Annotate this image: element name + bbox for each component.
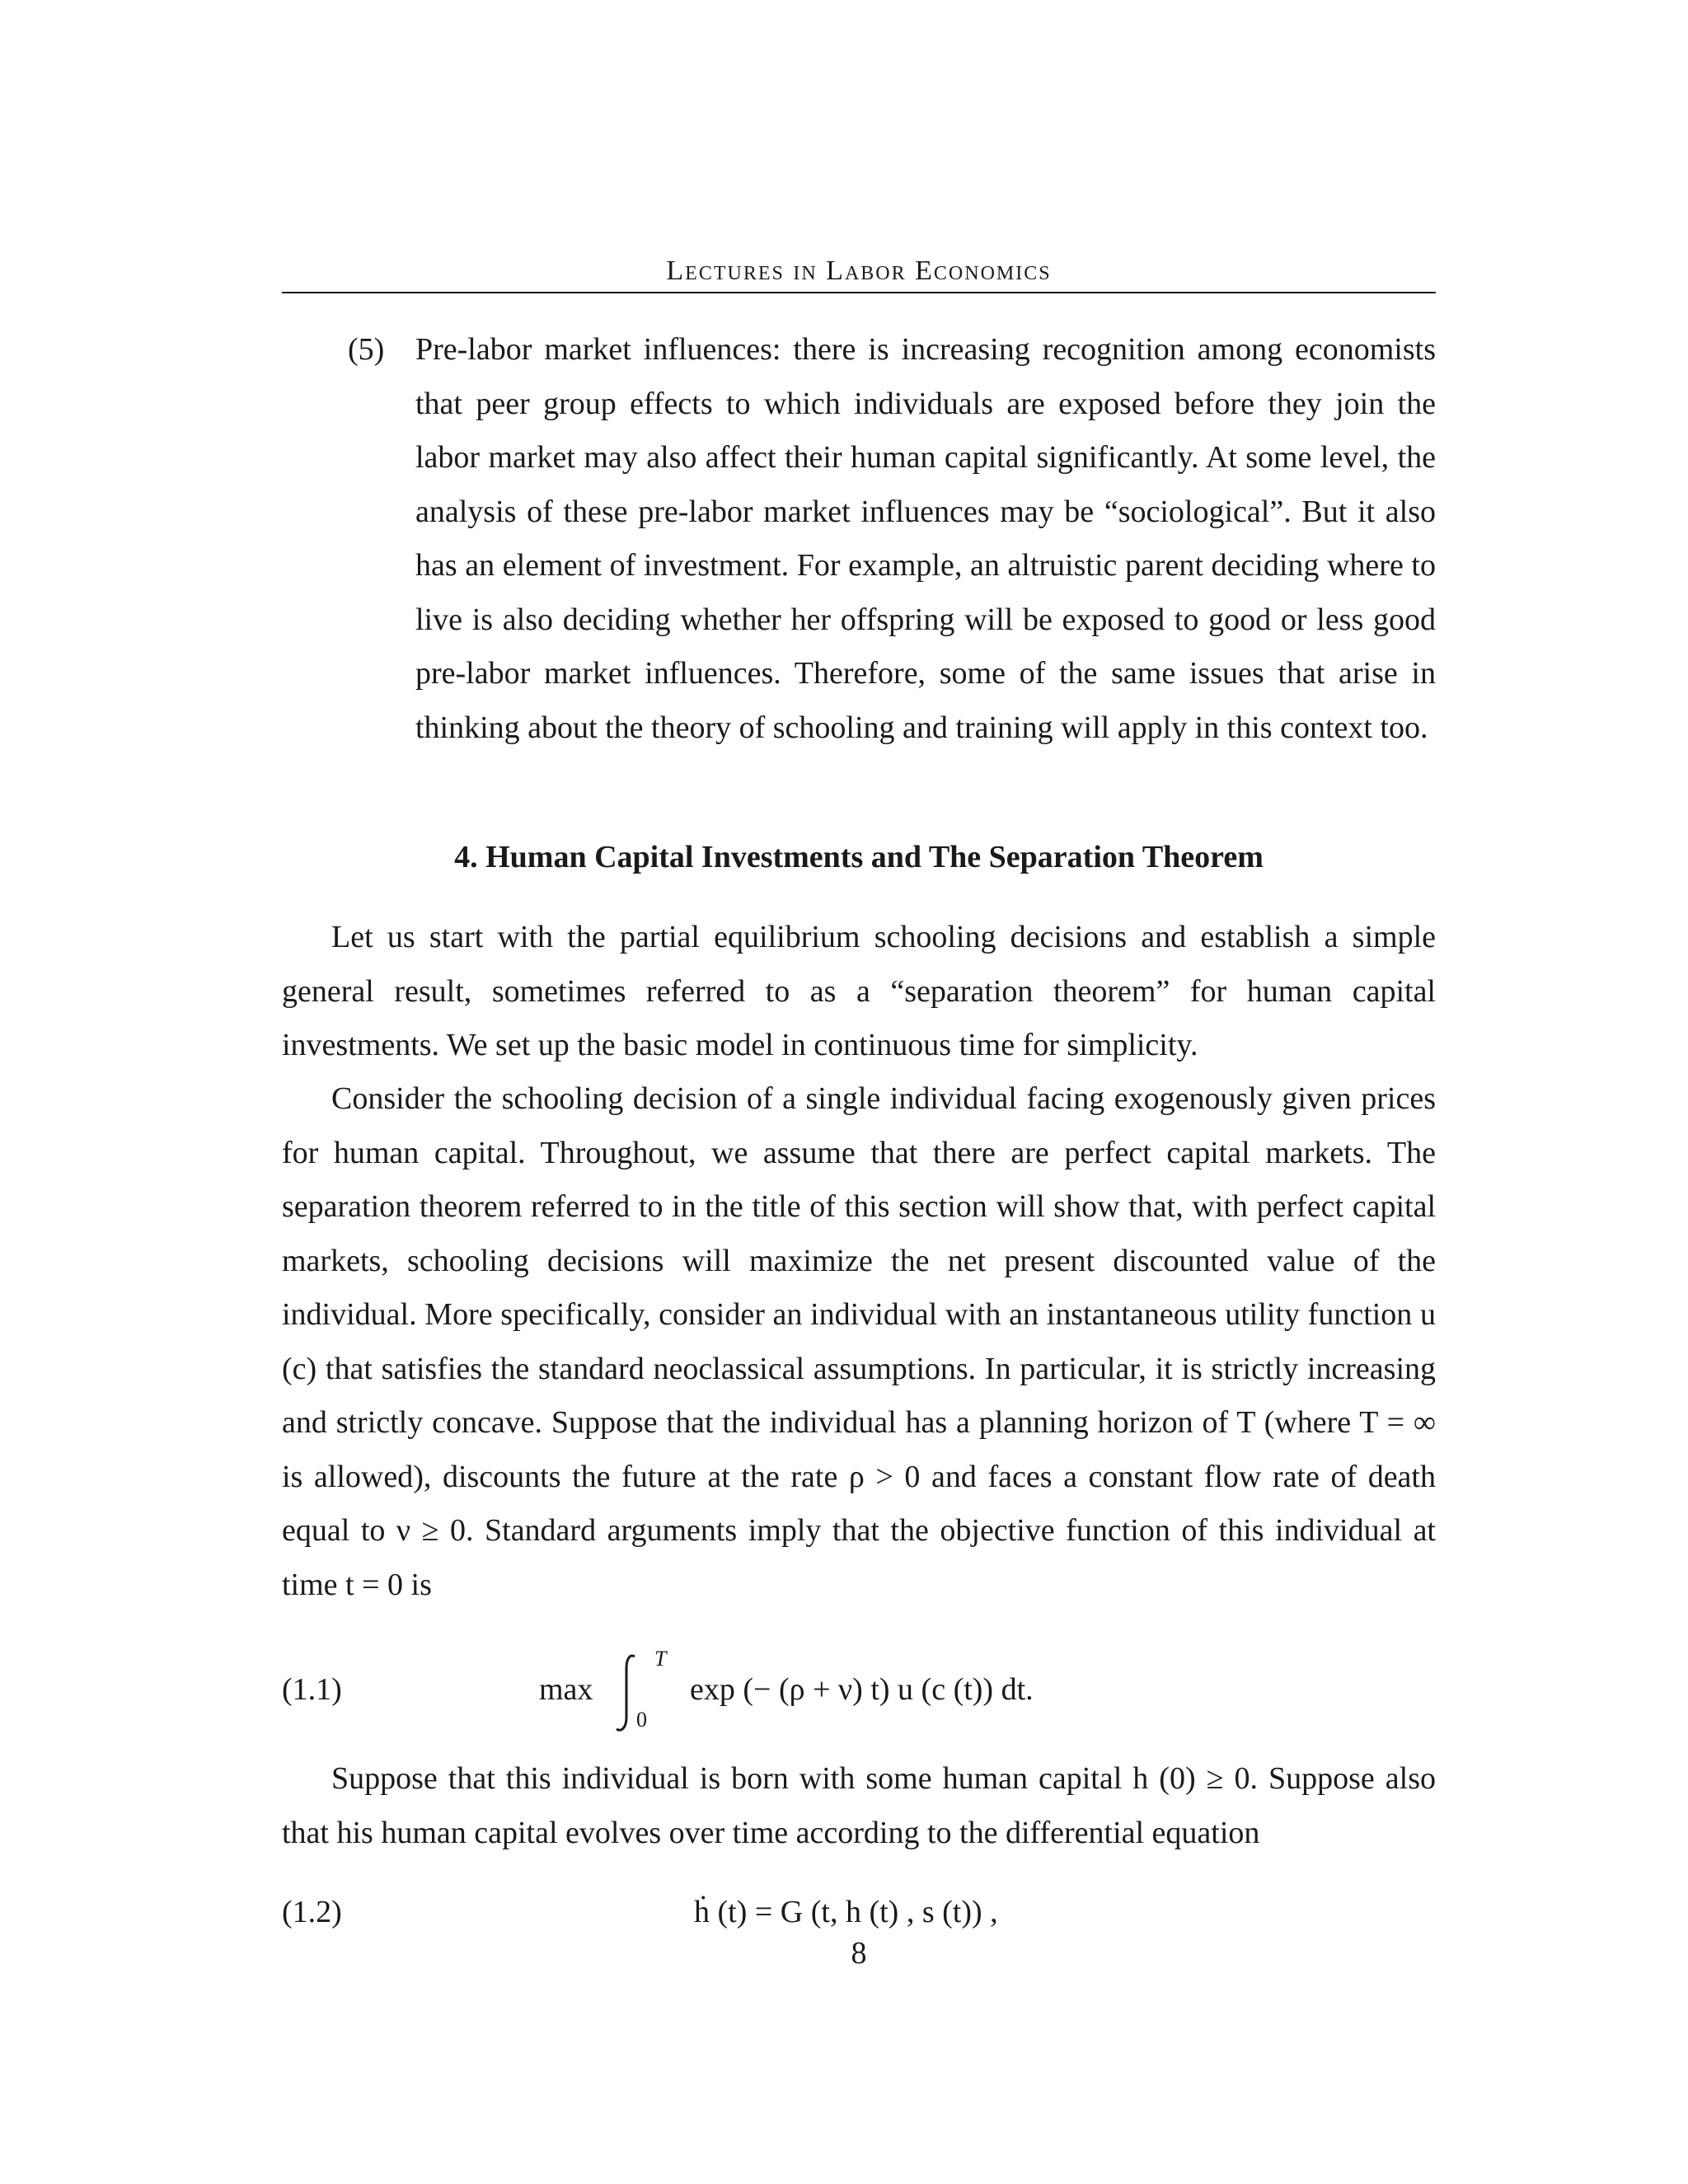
integral-upper-limit: T [654,1647,667,1671]
equation-number: (1.1) [282,1672,342,1707]
list-item-5 [348,323,1436,755]
paragraph-1: Let us start with the partial equilibrium schooling decisions and establish a simple general result, sometimes referred to as a “separation theorem” for human capital investments. We set up the basic model in continuous time for simplicity. [282,920,1436,1062]
section-heading: 4. Human Capital Investments and The Separation Theorem [454,840,1264,874]
equation-body: ḣ (t) = G (t, h (t) , s (t)) , [694,1895,998,1929]
equation-number: (1.2) [282,1895,342,1929]
paragraph-2: Consider the schooling decision of a single individual facing exogenously given prices for human capital. Throughout, we assume that there are perfect capital markets. The separation theorem referred to in the title of this section will show that, with perfect capital markets, schooling decisions will maximize the net present discounted value of the individual. More specifically, consider an individual with an instantaneous utility function u (c) that satisfies the standard neoclassical assumptions. In particular, it is strictly increasing and strictly concave. Suppose that the individual has a planning horizon of T (where T = ∞ is allowed), discounts the future at the rate ρ > 0 and faces a constant flow rate of death equal to ν ≥ 0. Standard arguments imply that the objective function of this individual at time t = 0 is [282,1081,1436,1602]
running-head: Lectures in Labor Economics [666,255,1052,286]
equation-integrand: exp (− (ρ + ν) t) u (c (t)) dt. [690,1672,1034,1707]
equation-max-operator: max [539,1672,593,1707]
page-number: 8 [851,1936,867,1971]
paragraph-3: Suppose that this individual is born with some human capital h (0) ≥ 0. Suppose also that his human capital evolves over time according to the differential equation [282,1761,1436,1850]
header-rule [282,292,1436,293]
document-page [282,0,1436,2184]
list-item-number: (5) [348,332,385,367]
list-item-text: Pre-labor market influences: there is increasing recognition among economists that peer group effects to which individuals are exposed before they join the labor market may also affect their human capital significantly. At some level, the analysis of these pre-labor market influences may be “sociological”. But it also has an element of investment. For example, an altruistic parent deciding where to live is also deciding whether her offspring will be exposed to good or less good pre-labor market influences. Therefore, some of the same issues that arise in thinking about the theory of schooling and training will apply in this context too. [415,332,1436,745]
integral-lower-limit: 0 [636,1708,647,1732]
equation-1-1 [282,1647,1436,1732]
